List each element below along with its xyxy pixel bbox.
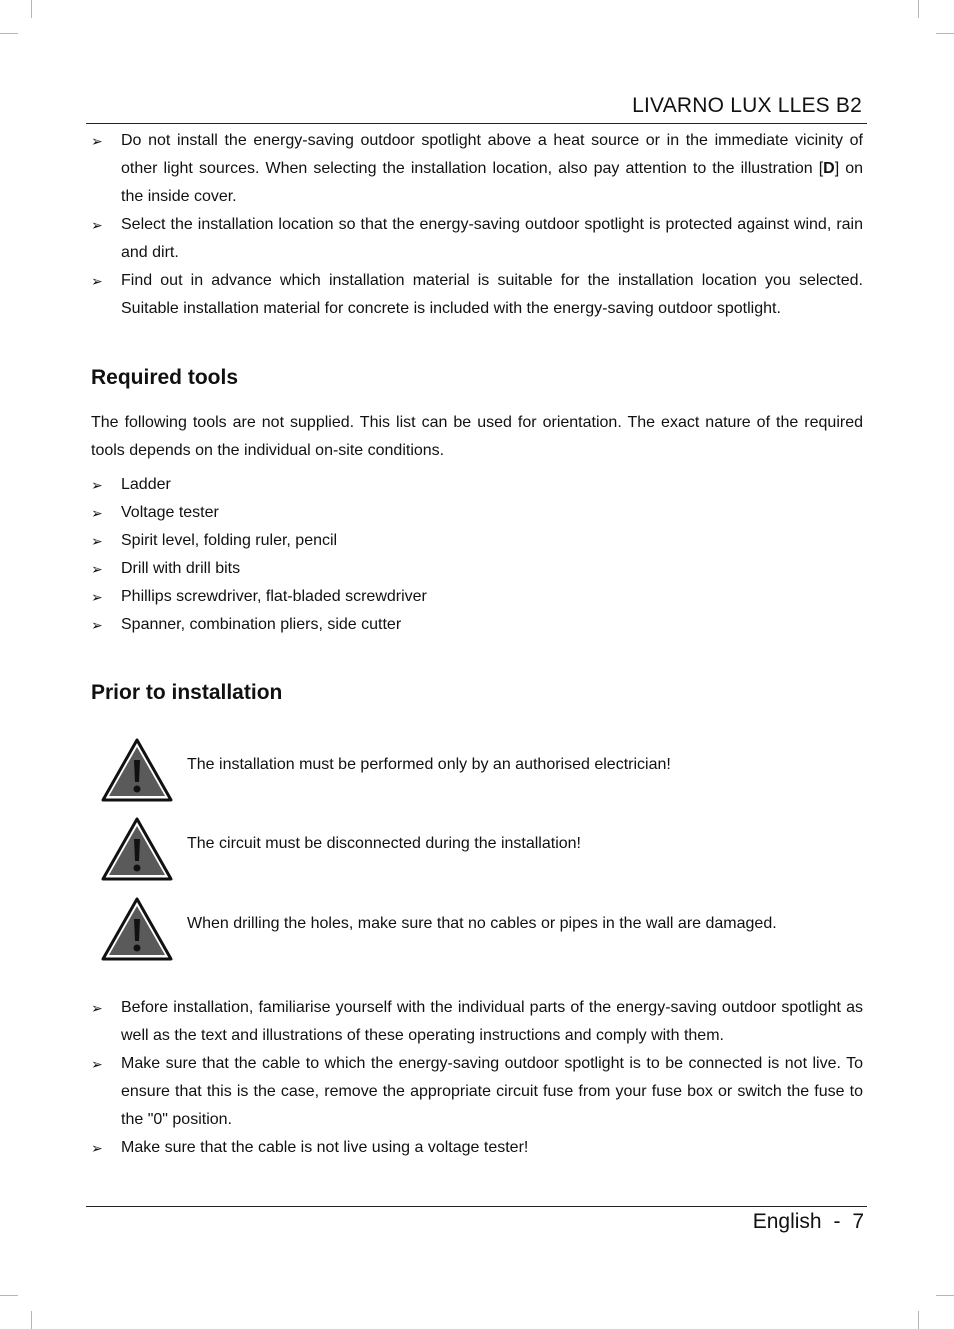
crop-mark bbox=[0, 33, 18, 34]
intro-bullet-list bbox=[91, 127, 863, 323]
list-item bbox=[91, 471, 863, 499]
tool-item-text: Drill with drill bits bbox=[121, 560, 241, 577]
section-heading-prior-to-installation: Prior to installation bbox=[91, 681, 283, 704]
crop-mark bbox=[31, 0, 32, 18]
required-tools-paragraph: The following tools are not supplied. This list can be used for orientation. The exact nature of the required tools depends on the individual on-site conditions. bbox=[91, 414, 863, 459]
tool-item-text: Voltage tester bbox=[121, 504, 219, 521]
warning-triangle-icon bbox=[101, 897, 173, 961]
crop-mark bbox=[936, 1295, 954, 1296]
footer-rule bbox=[86, 1206, 867, 1207]
prior-installation-bullet-list bbox=[91, 994, 863, 1162]
tool-item-text: Spanner, combination pliers, side cutter bbox=[121, 616, 402, 633]
footer-separator: - bbox=[833, 1210, 841, 1233]
list-item bbox=[91, 555, 863, 583]
crop-mark bbox=[0, 1295, 18, 1296]
bullet-text: Find out in advance which installation material is suitable for the installation location you selected. Suitable installation material for concrete is included with the energy-saving outdoor spotlight. bbox=[121, 272, 863, 317]
bullet-arrow-icon: ➢ bbox=[91, 273, 103, 289]
header-rule bbox=[86, 123, 867, 124]
footer-language: English bbox=[752, 1210, 822, 1233]
bullet-text: Select the installation location so that the energy-saving outdoor spotlight is protected against wind, rain and dirt. bbox=[121, 216, 863, 261]
list-item bbox=[91, 1050, 863, 1134]
list-item bbox=[91, 527, 863, 555]
warning-notice bbox=[101, 817, 871, 881]
list-item bbox=[91, 611, 863, 639]
bullet-arrow-icon: ➢ bbox=[91, 505, 103, 521]
warning-text: The installation must be performed only by an authorised electrician! bbox=[187, 756, 671, 773]
warning-notice bbox=[101, 738, 871, 802]
list-item bbox=[91, 1134, 863, 1162]
bullet-arrow-icon: ➢ bbox=[91, 561, 103, 577]
tools-list bbox=[91, 471, 863, 639]
page-number: 7 bbox=[852, 1210, 864, 1233]
bullet-text: Before installation, familiarise yourself with the individual parts of the energy-saving outdoor spotlight as well as the text and illustrations of these operating instructions and comply with them. bbox=[121, 999, 863, 1044]
bullet-arrow-icon: ➢ bbox=[91, 617, 103, 633]
bullet-arrow-icon: ➢ bbox=[91, 589, 103, 605]
bullet-arrow-icon: ➢ bbox=[91, 133, 103, 149]
tool-item-text: Ladder bbox=[121, 476, 171, 493]
warning-notice bbox=[101, 897, 871, 961]
page-footer bbox=[753, 1210, 864, 1234]
list-item bbox=[91, 499, 863, 527]
bullet-arrow-icon: ➢ bbox=[91, 1140, 103, 1156]
bullet-arrow-icon: ➢ bbox=[91, 217, 103, 233]
list-item bbox=[91, 267, 863, 323]
bullet-text: Do not install the energy-saving outdoor spotlight above a heat source or in the immediate vicinity of other light sources. When selecting the installation location, also pay attention to the illustration [D] on the inside cover. bbox=[121, 132, 864, 205]
tool-item-text: Phillips screwdriver, flat-bladed screwdriver bbox=[121, 588, 427, 605]
crop-mark bbox=[936, 33, 954, 34]
bullet-text: Make sure that the cable is not live using a voltage tester! bbox=[121, 1139, 529, 1156]
section-heading-required-tools: Required tools bbox=[91, 366, 239, 389]
warning-text: The circuit must be disconnected during the installation! bbox=[187, 835, 581, 852]
warning-text: When drilling the holes, make sure that no cables or pipes in the wall are damaged. bbox=[187, 915, 777, 932]
list-item bbox=[91, 211, 863, 267]
warning-triangle-icon bbox=[101, 817, 173, 881]
bullet-arrow-icon: ➢ bbox=[91, 533, 103, 549]
crop-mark bbox=[31, 1311, 32, 1329]
bullet-arrow-icon: ➢ bbox=[91, 477, 103, 493]
document-header-title: LIVARNO LUX LLES B2 bbox=[632, 94, 862, 117]
list-item bbox=[91, 994, 863, 1050]
tool-item-text: Spirit level, folding ruler, pencil bbox=[121, 532, 338, 549]
bullet-text: Make sure that the cable to which the energy-saving outdoor spotlight is to be connected is not live. To ensure that this is the case, remove the appropriate circuit fuse from your fuse box or switch the fuse to the "0" position. bbox=[121, 1055, 863, 1128]
crop-mark bbox=[918, 0, 919, 18]
warning-triangle-icon bbox=[101, 738, 173, 802]
list-item bbox=[91, 583, 863, 611]
bullet-arrow-icon: ➢ bbox=[91, 1056, 103, 1072]
list-item bbox=[91, 127, 863, 211]
crop-mark bbox=[918, 1311, 919, 1329]
bullet-arrow-icon: ➢ bbox=[91, 1000, 103, 1016]
